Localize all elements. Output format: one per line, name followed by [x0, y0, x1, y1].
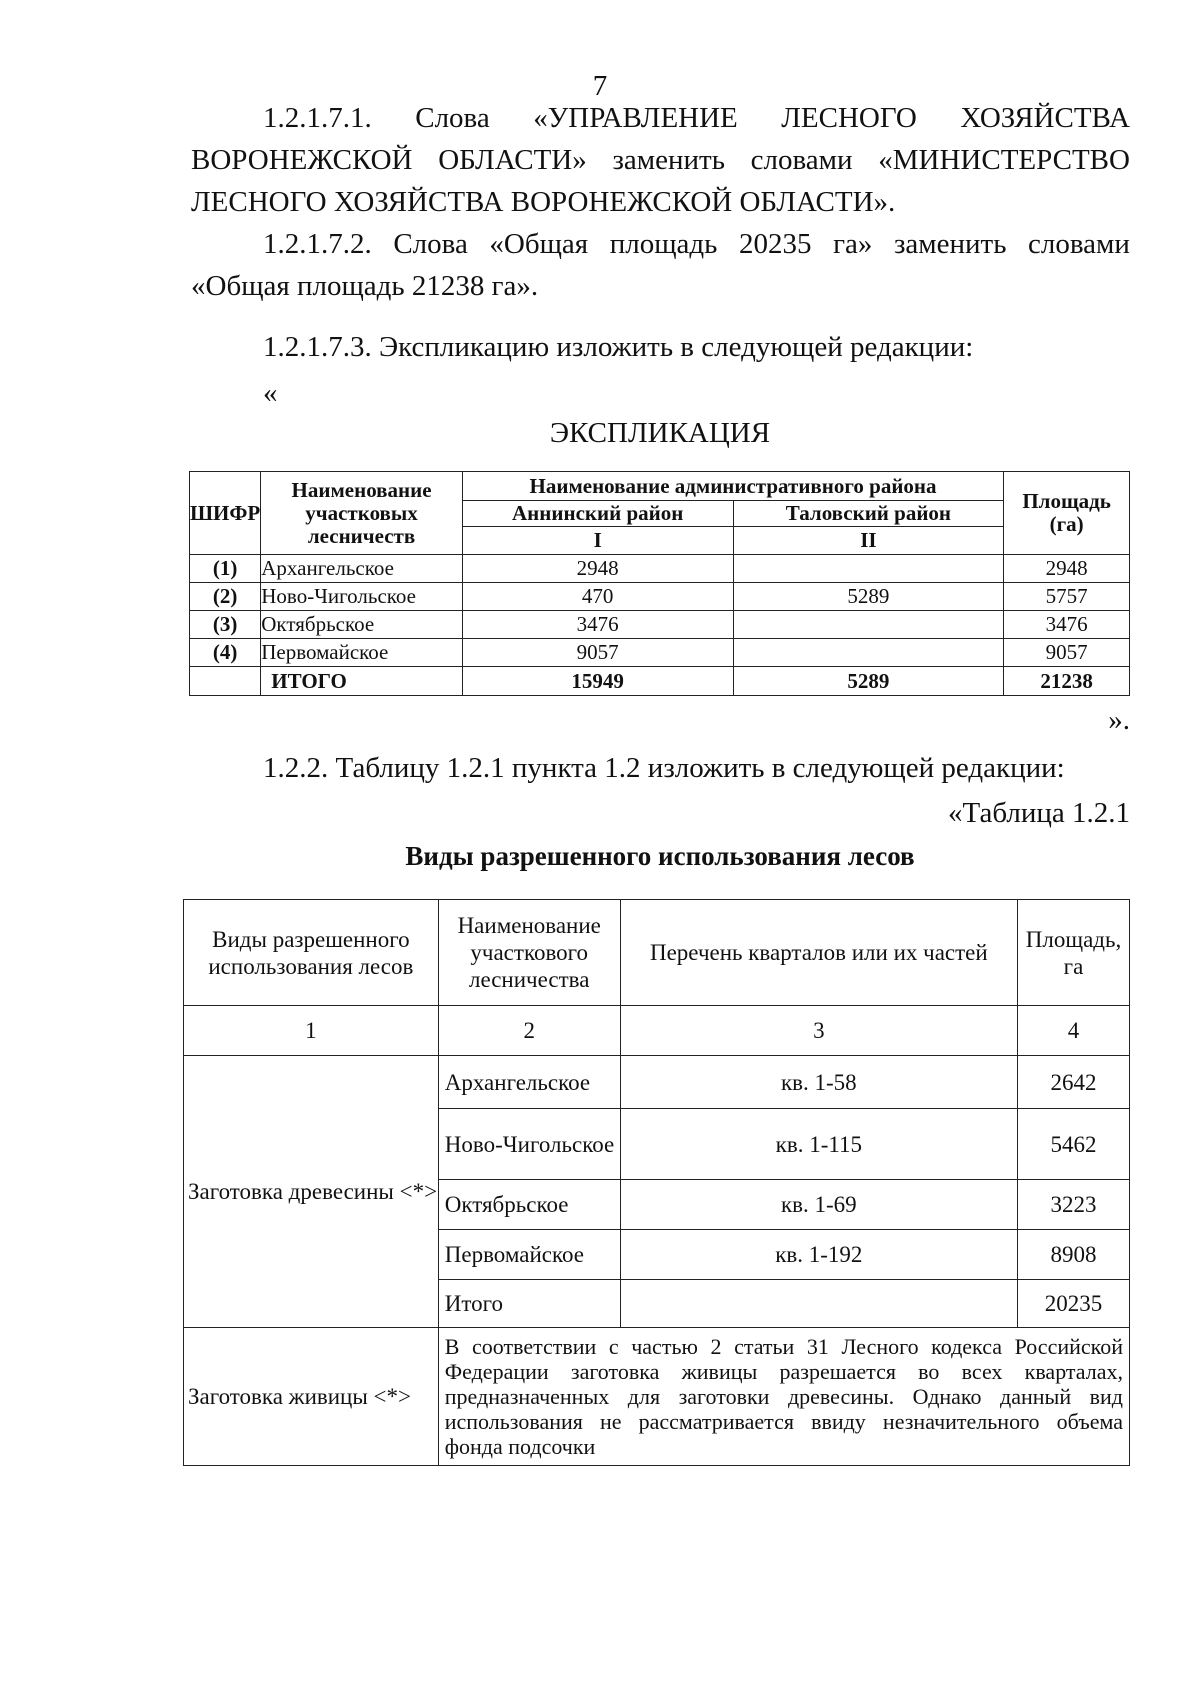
- word: площадь: [609, 228, 718, 260]
- resin-use-text: В соответствии с частью 2 статьи 31 Лесного кодекса Российской Федерации заготовка живицы разрешается во всех кварталах, предназначенных для заготовки древесины. Однако данный вид использования не рассматривается ввиду незначительного объема фонда подсочки: [438, 1328, 1129, 1466]
- column-number: 3: [620, 1006, 1017, 1056]
- total-district-2: 5289: [733, 667, 1004, 696]
- area: 8908: [1018, 1230, 1130, 1280]
- column-number: 1: [184, 1006, 439, 1056]
- row-code: (1): [190, 555, 261, 583]
- word: 1.2.1.7.2.: [263, 228, 372, 260]
- row-district-2: [733, 555, 1004, 583]
- uses-title: Виды разрешенного использования лесов: [405, 841, 915, 871]
- total-district-1: 15949: [462, 667, 733, 696]
- word: ХОЗЯЙСТВА: [960, 102, 1130, 134]
- header-area: Площадь, га: [1018, 900, 1130, 1006]
- header-forestry-name: Наименование участковых лесничеств: [261, 472, 463, 555]
- row-district-2: [733, 639, 1004, 667]
- area: 2642: [1018, 1056, 1130, 1109]
- word: ОБЛАСТИ»: [438, 144, 587, 176]
- row-district-1: 2948: [462, 555, 733, 583]
- word: ЛЕСНОГО: [781, 102, 917, 134]
- word: заменить: [612, 144, 725, 176]
- row-code: (2): [190, 583, 261, 611]
- explication-title: ЭКСПЛИКАЦИЯ: [549, 417, 771, 449]
- open-quote: «: [263, 377, 278, 409]
- paragraph-1-line-2: [191, 139, 1130, 181]
- word: Слова: [393, 228, 468, 260]
- forest-use-table: [183, 899, 1130, 1466]
- row-code: (4): [190, 639, 261, 667]
- forestry-name: Ново-Чигольское: [438, 1109, 620, 1180]
- total-label: ИТОГО: [261, 667, 463, 696]
- area: 5462: [1018, 1109, 1130, 1180]
- header-area: Площадь (га): [1004, 472, 1130, 555]
- header-district-1-num: I: [462, 527, 733, 555]
- paragraph-2-line-2: «Общая площадь 21238 га».: [191, 270, 539, 302]
- row-area: 2948: [1004, 555, 1130, 583]
- paragraph-3: 1.2.1.7.3. Экспликацию изложить в следующей редакции:: [263, 331, 974, 363]
- total-area: 21238: [1004, 667, 1130, 696]
- forestry-name: Архангельское: [438, 1056, 620, 1109]
- quarters: кв. 1-115: [620, 1109, 1017, 1180]
- header-forestry: Наименование участкового лесничества: [438, 900, 620, 1006]
- page-number: 7: [592, 70, 608, 102]
- header-quarters: Перечень кварталов или их частей: [620, 900, 1017, 1006]
- quarters: кв. 1-192: [620, 1230, 1017, 1280]
- close-quote: ».: [1108, 704, 1130, 736]
- total-quarters: [620, 1280, 1017, 1328]
- row-area: 5757: [1004, 583, 1130, 611]
- word: га»: [833, 228, 873, 260]
- word: «Общая: [489, 228, 589, 260]
- row-name: Октябрьское: [261, 611, 463, 639]
- word: «УПРАВЛЕНИЕ: [533, 102, 738, 134]
- column-number: 2: [438, 1006, 620, 1056]
- row-district-1: 3476: [462, 611, 733, 639]
- row-code: (3): [190, 611, 261, 639]
- forestry-name: Первомайское: [438, 1230, 620, 1280]
- paragraph-1-line-3: ЛЕСНОГО ХОЗЯЙСТВА ВОРОНЕЖСКОЙ ОБЛАСТИ».: [191, 186, 896, 218]
- header-district-1: Аннинский район: [462, 501, 733, 527]
- word: заменить: [893, 228, 1007, 260]
- resin-use-label: Заготовка живицы <*>: [184, 1328, 439, 1466]
- total-code: [190, 667, 261, 696]
- explication-table: [189, 471, 1130, 696]
- paragraph-4: 1.2.2. Таблицу 1.2.1 пункта 1.2 изложить в следующей редакции:: [263, 752, 1065, 784]
- row-district-2: [733, 611, 1004, 639]
- forestry-name: Октябрьское: [438, 1180, 620, 1230]
- column-number: 4: [1018, 1006, 1130, 1056]
- paragraph-1-line-1: [191, 97, 1130, 139]
- header-district-group: Наименование административного района: [462, 472, 1003, 501]
- word: ВОРОНЕЖСКОЙ: [191, 144, 413, 176]
- header-district-2: Таловский район: [733, 501, 1004, 527]
- row-district-1: 9057: [462, 639, 733, 667]
- word: 20235: [739, 228, 812, 260]
- header-code: ШИФР: [190, 472, 261, 555]
- area: 3223: [1018, 1180, 1130, 1230]
- header-use-type: Виды разрешенного использования лесов: [184, 900, 439, 1006]
- row-area: 3476: [1004, 611, 1130, 639]
- total-area: 20235: [1018, 1280, 1130, 1328]
- word: 1.2.1.7.1.: [263, 102, 372, 134]
- word: «МИНИСТЕРСТВО: [878, 144, 1130, 176]
- row-name: Ново-Чигольское: [261, 583, 463, 611]
- table-label: «Таблица 1.2.1: [947, 797, 1130, 829]
- timber-use-label: Заготовка древесины <*>: [184, 1056, 439, 1328]
- quarters: кв. 1-69: [620, 1180, 1017, 1230]
- header-district-2-num: II: [733, 527, 1004, 555]
- word: Слова: [415, 102, 490, 134]
- row-name: Архангельское: [261, 555, 463, 583]
- paragraph-2-line-1: [191, 223, 1130, 265]
- quarters: кв. 1-58: [620, 1056, 1017, 1109]
- row-district-1: 470: [462, 583, 733, 611]
- total-label: Итого: [438, 1280, 620, 1328]
- row-area: 9057: [1004, 639, 1130, 667]
- word: словами: [750, 144, 853, 176]
- row-district-2: 5289: [733, 583, 1004, 611]
- row-name: Первомайское: [261, 639, 463, 667]
- word: словами: [1028, 228, 1130, 260]
